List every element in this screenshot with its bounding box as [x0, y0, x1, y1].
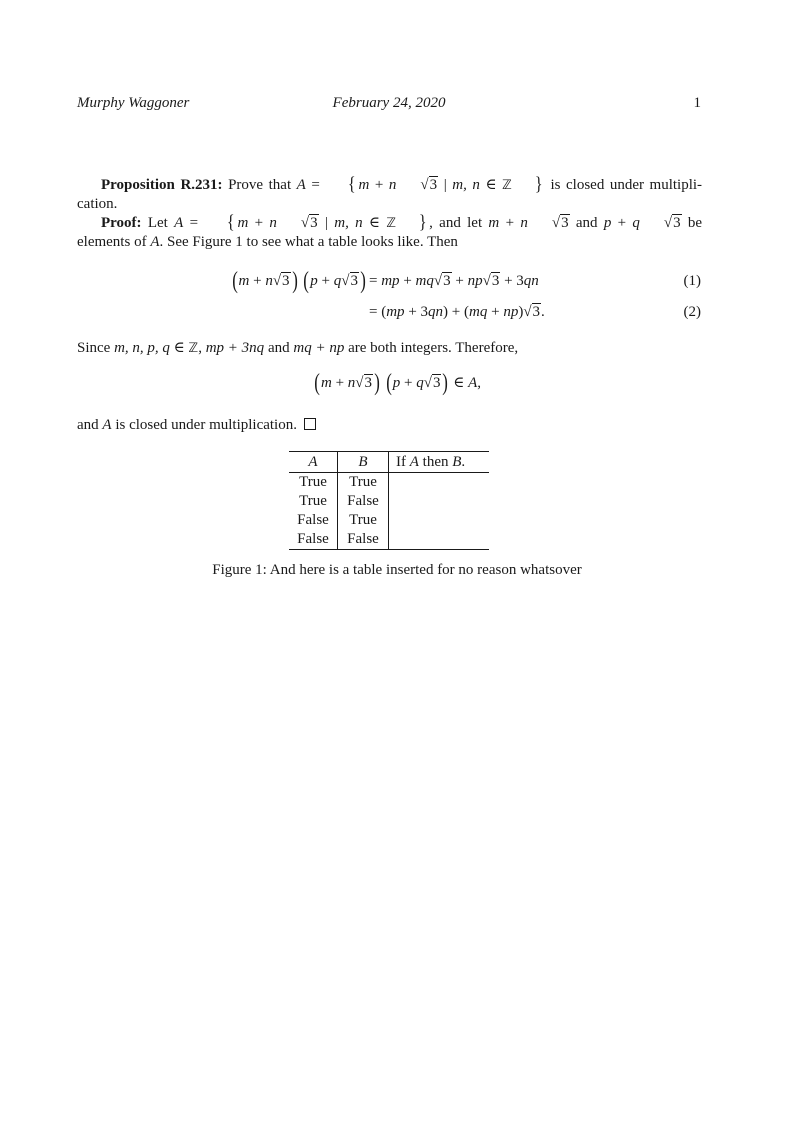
element-of: ∈: [453, 375, 465, 391]
left-paren: (: [303, 268, 310, 294]
sqrt-3: [355, 374, 373, 393]
table-row: [289, 473, 489, 493]
header-author: Murphy Waggoner: [77, 95, 190, 111]
left-paren: (: [385, 370, 392, 396]
radical-icon: √: [272, 273, 282, 289]
proof-label: Proof:: [101, 215, 142, 231]
math-np: np: [503, 304, 519, 320]
table-cell: False: [289, 511, 338, 530]
proposition-paragraph: [77, 175, 702, 214]
left-paren: (: [464, 304, 469, 320]
since-word: Since: [77, 340, 111, 356]
table-header-a: A: [289, 452, 338, 473]
table-header-implication: [389, 452, 490, 473]
sqrt-arg: 3: [491, 273, 500, 289]
sqrt-3: [483, 272, 501, 291]
plus-sign: +: [455, 273, 464, 289]
math-n: n: [265, 273, 273, 289]
proposition-continuation: cation.: [77, 196, 118, 212]
plus-sign: +: [505, 215, 515, 231]
set-var: A: [296, 177, 306, 193]
sqrt-arg: 3: [561, 215, 569, 231]
radical-icon: √: [341, 273, 350, 289]
proof-be-elements: be elements of: [77, 215, 703, 250]
sqrt-3: [640, 214, 682, 233]
plus-sign: +: [335, 375, 345, 391]
equals-sign: =: [189, 215, 199, 231]
comma: ,: [477, 375, 482, 391]
radical-icon: √: [523, 304, 532, 320]
truth-table: [289, 451, 489, 550]
radical-icon: √: [423, 375, 432, 391]
sqrt-arg: 3: [350, 273, 358, 289]
math-p: p: [310, 273, 318, 289]
since-rest: are both integers. Therefore,: [348, 340, 519, 356]
sqrt-arg: 3: [364, 375, 373, 391]
header-period: .: [461, 453, 466, 470]
math-n: n: [269, 215, 277, 231]
and-word: and: [267, 340, 290, 356]
sqrt-arg: 3: [282, 273, 290, 289]
set-var: A: [174, 215, 184, 231]
sqrt-3: [277, 214, 319, 233]
right-paren: ): [442, 370, 449, 396]
figure-caption: Figure 1: And here is a table inserted for no reason whatsover: [212, 562, 582, 578]
closing-paragraph: [77, 416, 702, 435]
and-word: and: [77, 417, 99, 433]
right-brace: }: [534, 174, 543, 195]
set-bar: |: [324, 215, 328, 231]
element-of: ∈: [173, 340, 185, 356]
math-expr-2: mq + np: [293, 340, 345, 356]
sqrt-3: [528, 214, 570, 233]
equation-1-lhs: [231, 268, 368, 294]
math-m: m: [358, 177, 370, 193]
math-qn: qn: [523, 273, 539, 289]
plus-sign: +: [451, 304, 461, 320]
proposition-label: Proposition R.231:: [101, 177, 223, 193]
table-cell: False: [338, 530, 389, 550]
table-header-b: B: [338, 452, 389, 473]
table-row: [289, 511, 489, 530]
proof-line2-text: . See Figure 1 to see what a table looks like. Then: [159, 234, 458, 250]
sqrt-arg: 3: [443, 273, 451, 289]
header-page-number: 1: [693, 95, 701, 111]
table-header-row: [289, 452, 489, 473]
radical-icon: √: [482, 273, 491, 289]
sqrt-3: [523, 303, 541, 322]
math-np: np: [467, 273, 483, 289]
plus-sign: +: [254, 215, 264, 231]
math-q: q: [632, 215, 640, 231]
math-mq: mq: [469, 304, 488, 320]
sqrt-3: [273, 272, 291, 291]
table-cell: [389, 511, 490, 530]
sqrt-3: [434, 272, 452, 291]
math-3: 3: [516, 273, 524, 289]
math-p: p: [392, 375, 401, 391]
header-if: If: [396, 453, 406, 470]
equals-sign: =: [311, 177, 320, 193]
sqrt-arg: 3: [673, 215, 681, 231]
radical-icon: √: [300, 215, 310, 231]
math-n: n: [388, 177, 397, 193]
header-then: then: [422, 453, 449, 470]
radical-icon: √: [663, 215, 673, 231]
proposition-text-before: Prove that: [228, 177, 292, 193]
equals-sign: =: [369, 273, 378, 289]
table-row: [289, 492, 489, 511]
math-vars: m, n, p, q: [114, 340, 170, 356]
math-mq: mq: [415, 273, 434, 289]
table-cell: True: [289, 492, 338, 511]
proof-mid-text: , and let: [429, 215, 483, 231]
table-cell: [389, 473, 490, 493]
right-paren: ): [291, 268, 298, 294]
conclusion-equation: [0, 370, 794, 396]
math-mp: mp: [381, 273, 400, 289]
equation-1: [0, 268, 794, 296]
plus-sign: +: [408, 304, 417, 320]
set-vars: m, n: [334, 215, 363, 231]
radical-icon: √: [433, 273, 443, 289]
equation-number-2: (2): [683, 304, 701, 320]
equation-1-rhs: [369, 272, 539, 291]
set-var: A: [468, 375, 478, 391]
table-cell: True: [338, 511, 389, 530]
proposition-text-after: is closed under multipli-: [550, 177, 703, 193]
math-m: m: [238, 273, 250, 289]
math-mp: mp: [386, 304, 405, 320]
equation-2-rhs: = (mp + 3qn) + (mq + np)√3.: [369, 304, 545, 320]
left-paren: (: [381, 304, 387, 320]
math-n: n: [347, 375, 356, 391]
integers-symbol: ℤ: [188, 341, 199, 356]
sqrt-arg: 3: [429, 177, 438, 193]
sqrt-arg: 3: [432, 375, 441, 391]
math-m: m: [320, 375, 332, 391]
sqrt-arg: 3: [532, 304, 541, 320]
math-qn: qn: [428, 304, 444, 320]
set-vars: m, n: [452, 177, 480, 193]
table-cell: False: [289, 530, 338, 550]
right-paren: ): [443, 304, 449, 320]
right-paren: ): [518, 304, 524, 320]
right-paren: ): [360, 268, 366, 294]
plus-sign: +: [491, 304, 500, 320]
closing-text: is closed under multiplication.: [115, 417, 297, 433]
plus-sign: +: [404, 375, 413, 391]
equals-sign: =: [369, 304, 378, 320]
proof-let: Let: [147, 215, 168, 231]
header-var-a: A: [409, 453, 419, 470]
math-q: q: [333, 273, 342, 289]
left-brace: {: [348, 174, 357, 195]
right-paren: ): [374, 370, 380, 396]
math-q: q: [416, 375, 424, 391]
table-row: [289, 530, 489, 550]
comma: ,: [198, 340, 202, 356]
proof-paragraph: [77, 213, 702, 252]
set-var: A: [102, 417, 112, 433]
qed-square-icon: [304, 418, 316, 430]
table-cell: [389, 492, 490, 511]
element-of: ∈: [485, 177, 497, 193]
radical-icon: √: [355, 375, 364, 391]
header-date: February 24, 2020: [332, 95, 446, 111]
integers-symbol: ℤ: [386, 216, 397, 231]
sqrt-3: [341, 272, 359, 291]
math-n: n: [520, 215, 528, 231]
left-brace: {: [227, 212, 236, 233]
right-brace: }: [418, 212, 427, 233]
left-paren: (: [314, 370, 320, 396]
sqrt-3: [396, 176, 438, 195]
set-var: A: [150, 234, 160, 250]
sqrt-arg: 3: [310, 215, 318, 231]
radical-icon: √: [420, 177, 429, 193]
equation-2: [0, 303, 794, 327]
math-p: p: [603, 215, 612, 231]
table-cell: True: [289, 473, 338, 493]
since-paragraph: [77, 339, 702, 358]
math-m: m: [488, 215, 500, 231]
plus-sign: +: [617, 215, 627, 231]
header-var-b: B: [452, 453, 462, 470]
integers-symbol: ℤ: [502, 178, 512, 193]
running-header: [77, 94, 701, 114]
plus-sign: +: [403, 273, 412, 289]
plus-sign: +: [321, 273, 331, 289]
table-cell: False: [338, 492, 389, 511]
set-bar: |: [443, 177, 447, 193]
math-m: m: [237, 215, 249, 231]
element-of: ∈: [368, 215, 381, 231]
table-cell: [389, 530, 490, 550]
math-3: 3: [420, 304, 429, 320]
proof-and: and: [575, 215, 598, 231]
plus-sign: +: [253, 273, 262, 289]
equation-number-1: (1): [683, 273, 701, 289]
radical-icon: √: [551, 215, 561, 231]
math-expr-1: mp + 3nq: [205, 340, 265, 356]
left-paren: (: [231, 268, 238, 294]
plus-sign: +: [504, 273, 513, 289]
sqrt-3: [424, 374, 442, 393]
table-cell: True: [338, 473, 389, 493]
plus-sign: +: [374, 177, 384, 193]
